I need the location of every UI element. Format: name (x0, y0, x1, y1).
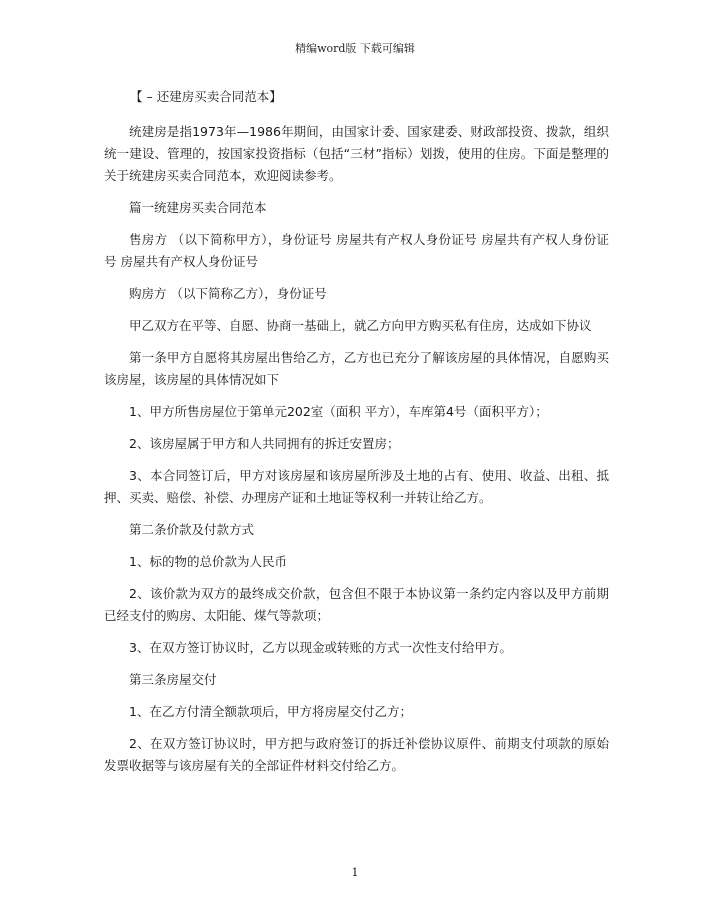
agreement-paragraph: 甲乙双方在平等、自愿、协商一基础上，就乙方向甲方购买私有住房，达成如下协议 (129, 318, 592, 333)
intro-paragraph: 统建房是指1973年—1986年期间，由国家计委、国家建委、财政部投资、拨款，组织统一建设、管理的，按国家投资指标（包括“三材”指标）划拨，使用的住房。下面是整理的关于统建房买卖合同范本，欢迎阅读参考。 (104, 124, 609, 183)
document-title: 【 – 还建房买卖合同范本】 (130, 89, 282, 104)
page-header: 精编word版 下载可编辑 (295, 42, 415, 55)
section-heading: 篇一统建房买卖合同范本 (129, 200, 267, 215)
article-1-item-2: 2、该房屋属于甲方和人共同拥有的拆迁安置房； (129, 436, 400, 451)
page-number: 1 (351, 866, 359, 879)
seller-line: 售房方 （以下简称甲方），身份证号 房屋共有产权人身份证号 房屋共有产权人身份证号 房屋共有产权人身份证号 (104, 232, 609, 269)
article-3-item-2: 2、在双方签订协议时，甲方把与政府签订的拆迁补偿协议原件、前期支付项款的原始发票收据等与该房屋有关的全部证件材料交付给乙方。 (104, 736, 609, 773)
article-2-heading: 第二条价款及付款方式 (129, 522, 255, 537)
article-2-item-2: 2、该价款为双方的最终成交价款，包含但不限于本协议第一条约定内容以及甲方前期已经支付的购房、太阳能、煤气等款项； (104, 586, 609, 623)
buyer-line: 购房方 （以下简称乙方），身份证号 (129, 286, 327, 301)
article-2-item-1: 1、标的物的总价款为人民币 (129, 554, 287, 569)
article-1-item-1: 1、甲方所售房屋位于第单元202室（面积 平方），车库第4号（面积平方）； (129, 404, 548, 419)
article-1-item-3: 3、本合同签订后，甲方对该房屋和该房屋所涉及土地的占有、使用、收益、出租、抵押、买卖、赔偿、补偿、办理房产证和土地证等权利一并转让给乙方。 (104, 468, 609, 505)
article-1: 第一条甲方自愿将其房屋出售给乙方，乙方也已充分了解该房屋的具体情况，自愿购买该房屋，该房屋的具体情况如下 (104, 350, 609, 387)
article-2-item-3: 3、在双方签订协议时，乙方以现金或转账的方式一次性支付给甲方。 (129, 640, 512, 655)
document-body (104, 86, 609, 787)
article-3-item-1: 1、在乙方付清全额款项后，甲方将房屋交付乙方； (129, 704, 412, 719)
article-3-heading: 第三条房屋交付 (129, 672, 217, 687)
